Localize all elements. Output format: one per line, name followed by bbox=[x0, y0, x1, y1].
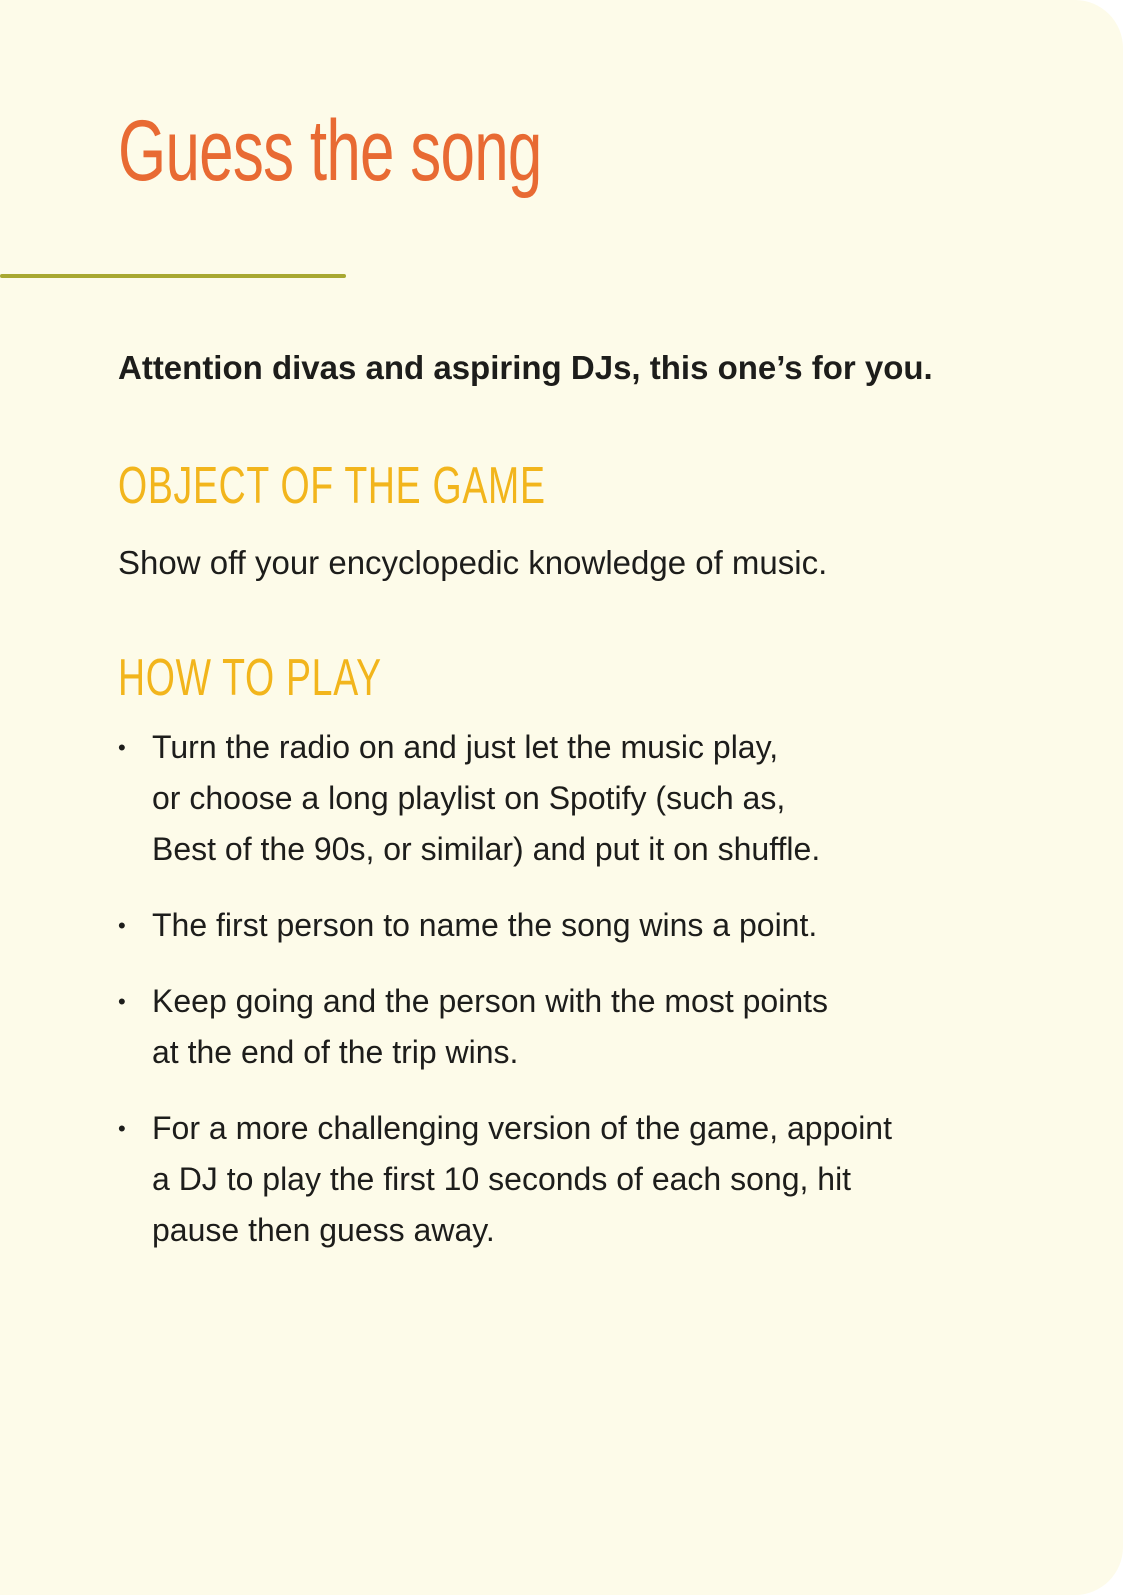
bullet-icon: • bbox=[118, 1116, 126, 1141]
rule-line: a DJ to play the first 10 seconds of each song, hit bbox=[152, 1161, 852, 1197]
rule-line: pause then guess away. bbox=[152, 1212, 495, 1248]
title-underline bbox=[0, 274, 346, 278]
intro-text: Attention divas and aspiring DJs, this one’s for you. bbox=[118, 349, 933, 386]
bullet-icon: • bbox=[118, 735, 126, 760]
how-to-play-heading: HOW TO PLAY bbox=[118, 649, 382, 707]
rule-line: For a more challenging version of the game, appoint bbox=[152, 1110, 892, 1146]
rule-line: at the end of the trip wins. bbox=[152, 1034, 519, 1070]
rules-list bbox=[118, 722, 998, 1281]
rule-item bbox=[118, 900, 998, 951]
rule-line: Keep going and the person with the most points bbox=[152, 983, 828, 1019]
rule-item bbox=[118, 1103, 998, 1256]
object-heading: OBJECT OF THE GAME bbox=[118, 457, 546, 515]
object-text: Show off your encyclopedic knowledge of music. bbox=[118, 544, 828, 581]
rule-line: The first person to name the song wins a point. bbox=[152, 907, 818, 943]
rule-line: Best of the 90s, or similar) and put it on shuffle. bbox=[152, 831, 821, 867]
rule-item bbox=[118, 722, 998, 875]
rule-item bbox=[118, 976, 998, 1078]
bullet-icon: • bbox=[118, 913, 126, 938]
rule-line: or choose a long playlist on Spotify (such as, bbox=[152, 780, 786, 816]
rule-line: Turn the radio on and just let the music play, bbox=[152, 729, 779, 765]
bullet-icon: • bbox=[118, 989, 126, 1014]
card-title: Guess the song bbox=[118, 103, 542, 199]
